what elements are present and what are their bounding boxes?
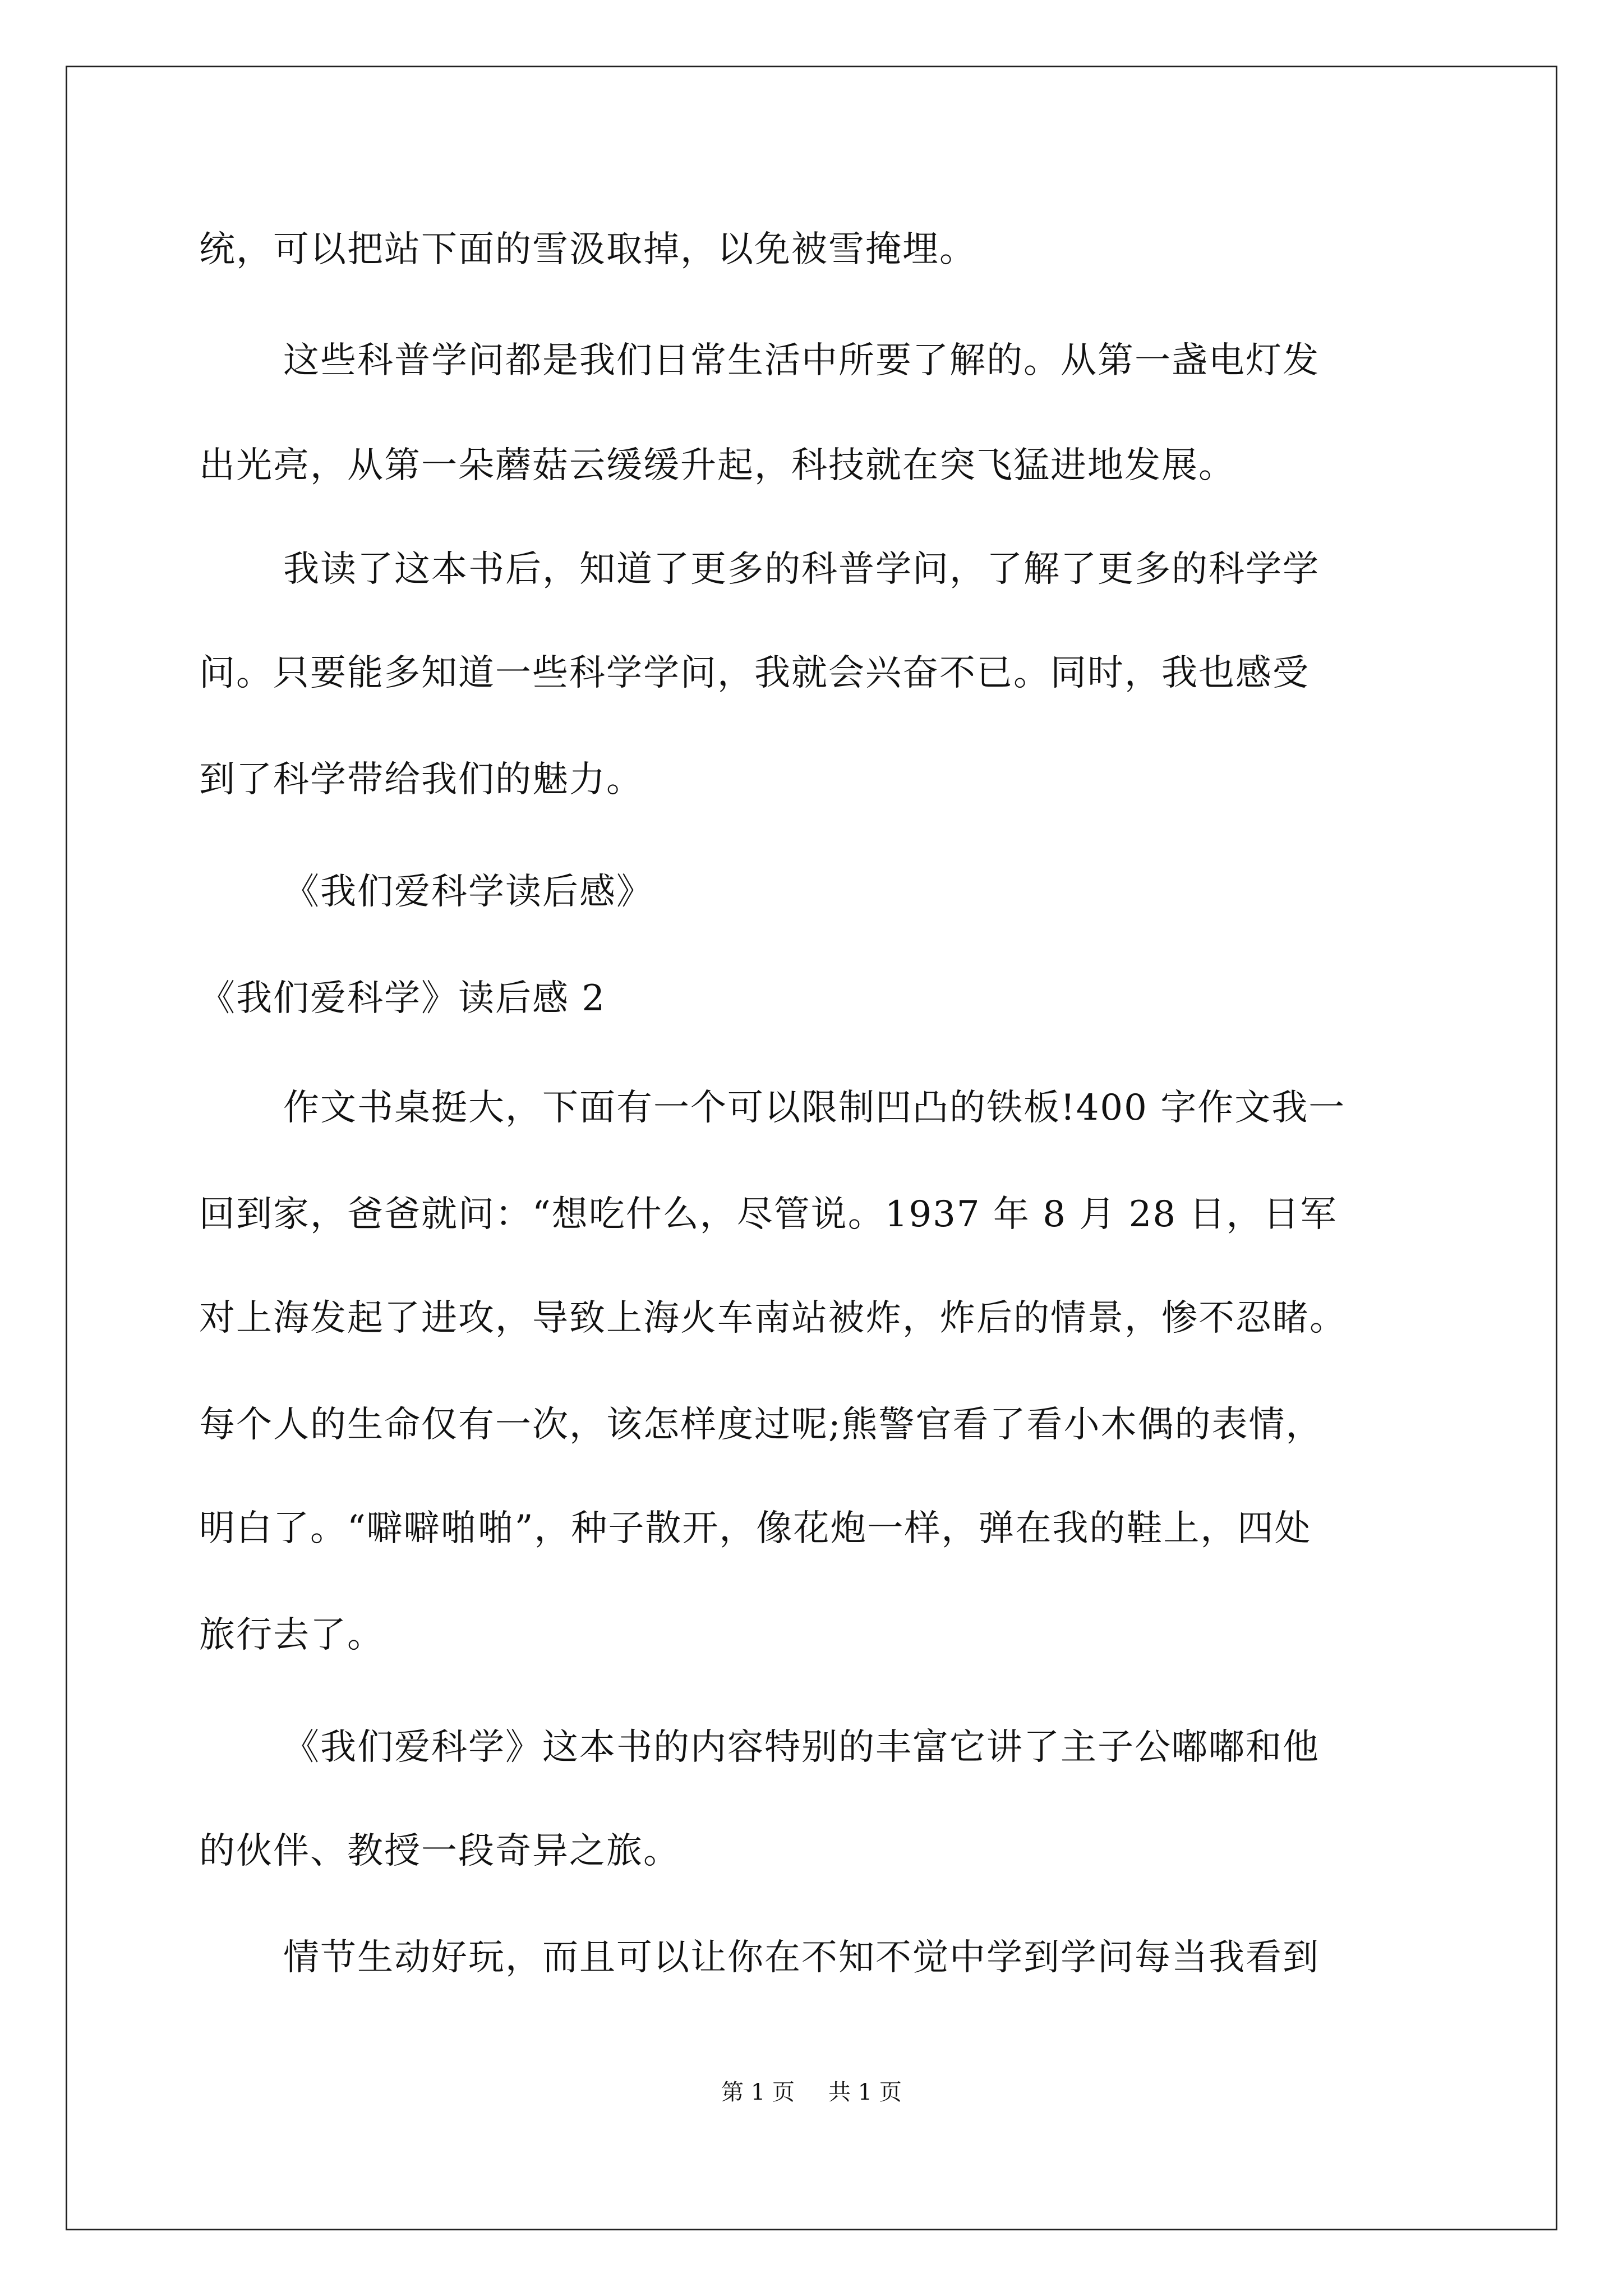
heading-line: 《我们爱科学读后感》	[283, 871, 653, 913]
text-line: 旅行去了。	[199, 1614, 384, 1656]
text-line: 的伙伴、教授一段奇异之旅。	[199, 1830, 680, 1872]
text-line: 明白了。“噼噼啪啪”，种子散开，像花炮一样，弹在我的鞋上，四处	[199, 1508, 1312, 1549]
text-line: 问。只要能多知道一些科学学问，我就会兴奋不已。同时，我也感受	[199, 652, 1310, 694]
page-frame	[66, 66, 1557, 2230]
page-number: 第 1 页	[721, 2079, 795, 2105]
heading-line: 《我们爱科学》读后感 2	[199, 978, 606, 1019]
page-total: 共 1 页	[828, 2079, 902, 2105]
text-line: 作文书桌挺大，下面有一个可以限制凹凸的铁板!400 字作文我一	[283, 1087, 1346, 1129]
text-line: 《我们爱科学》这本书的内容特别的丰富它讲了主子公嘟嘟和他	[283, 1727, 1320, 1768]
text-line: 情节生动好玩，而且可以让你在不知不觉中学到学问每当我看到	[283, 1937, 1320, 1978]
text-line: 这些科普学问都是我们日常生活中所要了解的。从第一盏电灯发	[283, 340, 1320, 381]
page-footer	[0, 2078, 1623, 2106]
text-line: 对上海发起了进攻，导致上海火车南站被炸，炸后的情景，惨不忍睹。	[199, 1297, 1347, 1339]
text-line: 出光亮，从第一朵蘑菇云缓缓升起，科技就在突飞猛进地发展。	[199, 445, 1235, 486]
text-line: 我读了这本书后，知道了更多的科普学问，了解了更多的科学学	[283, 549, 1320, 590]
text-line: 回到家，爸爸就问：“想吃什么，尽管说。1937 年 8 月 28 日，日军	[199, 1194, 1338, 1235]
text-line: 统，可以把站下面的雪汲取掉，以免被雪掩埋。	[199, 229, 976, 270]
text-line: 到了科学带给我们的魅力。	[199, 759, 643, 800]
text-line: 每个人的生命仅有一次，该怎样度过呢;熊警官看了看小木偶的表情，	[199, 1404, 1323, 1446]
